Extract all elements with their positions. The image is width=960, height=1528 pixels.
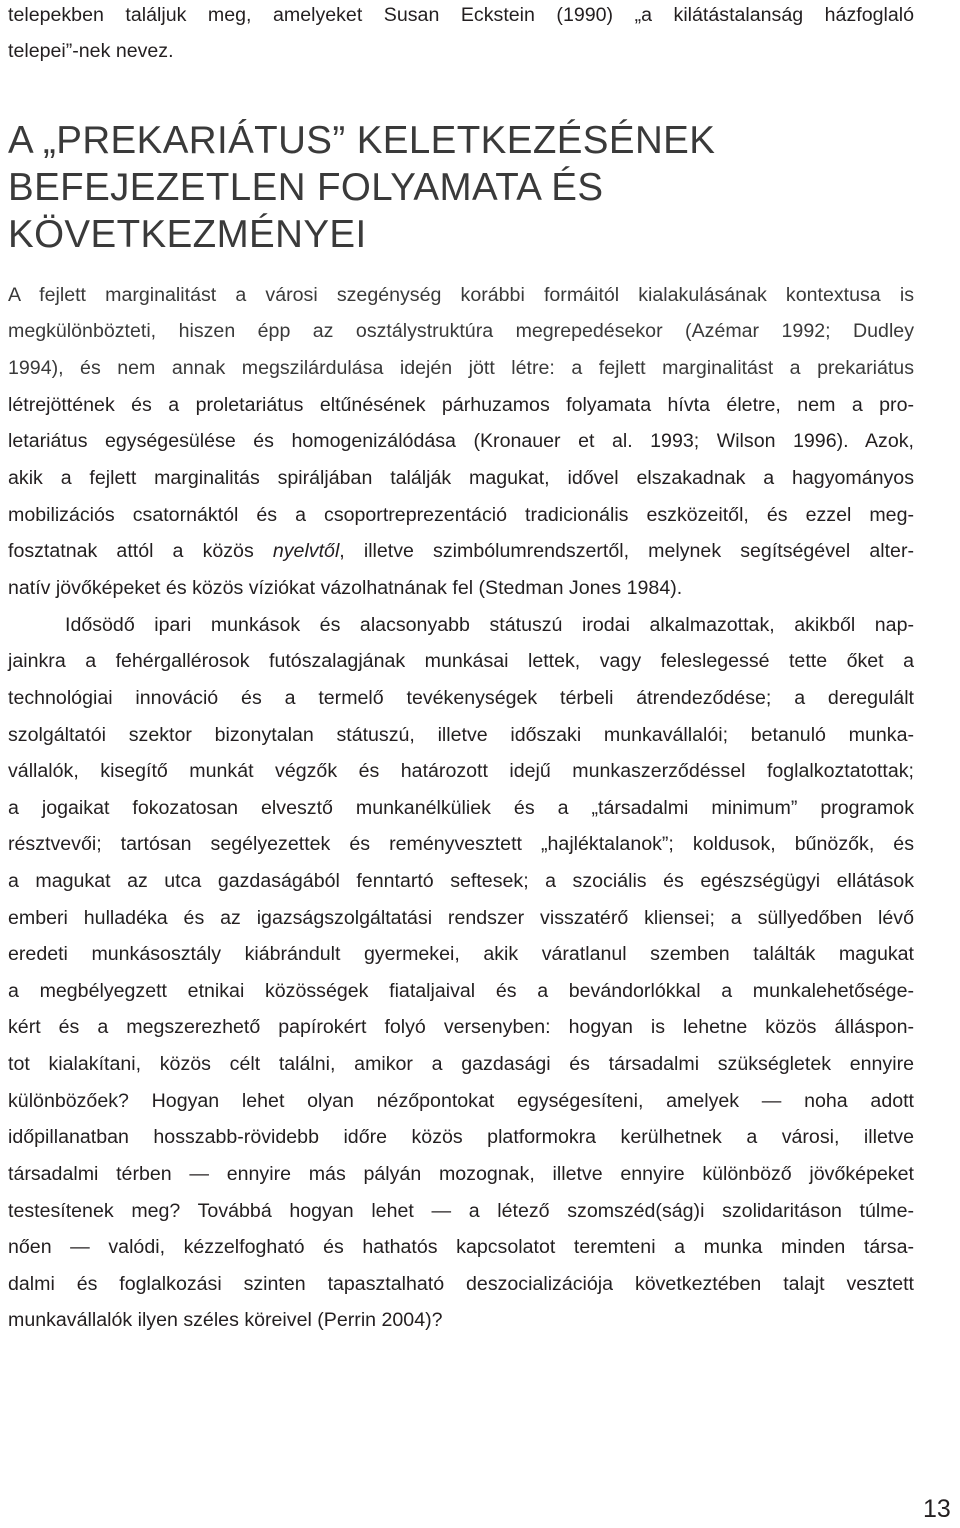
paragraph-line: A fejlett marginalitást a városi szegénység korábbi formáitól kialakulásának kontextusa is <box>8 284 914 306</box>
heading-line: KÖVETKEZMÉNYEI <box>8 213 367 256</box>
paragraph-line: Idősödő ipari munkások és alacsonyabb státuszú irodai alkalmazottak, akikből nap- <box>65 614 914 636</box>
heading-line: A „PREKARIÁTUS” KELETKEZÉSÉNEK <box>8 119 716 162</box>
intro-line: telepekben találjuk meg, amelyeket Susan Eckstein (1990) „a kilátástalanság házfoglaló <box>8 4 914 26</box>
paragraph-line: munkavállalók ilyen széles köreivel (Perrin 2004)? <box>8 1309 443 1331</box>
paragraph-line: a megbélyegzett etnikai közösségek fiataljaival és a bevándorlókkal a munkalehetősége- <box>8 980 914 1002</box>
heading-line: BEFEJEZETLEN FOLYAMATA ÉS <box>8 166 604 209</box>
paragraph-line: letariátus egységesülése és homogenizálódása (Kronauer et al. 1993; Wilson 1996). Azok, <box>8 430 914 452</box>
italic-term: nyelvtől <box>272 540 340 562</box>
paragraph-line: natív jövőképeket és közös víziókat vázolhatnának fel (Stedman Jones 1984). <box>8 577 683 599</box>
paragraph-line: 1994), és nem annak megszilárdulása idején jött létre: a fejlett marginalitást a prekariátus <box>8 357 914 379</box>
intro-line: telepei”-nek nevez. <box>8 40 174 62</box>
paragraph-line: résztvevői; tartósan segélyezettek és reményvesztett „hajléktalanok”; koldusok, bűnözők, és <box>8 833 914 855</box>
paragraph-line: létrejöttének és a proletariátus eltűnésének párhuzamos folyamata hívta életre, nem a pro- <box>8 394 914 416</box>
paragraph-line: testesítenek meg? Továbbá hogyan lehet — a létező szomszéd(ság)i szolidaritáson túlme- <box>8 1200 914 1222</box>
paragraph-line: jainkra a fehérgallérosok futószalagjának munkásai lettek, vagy feleslegessé tette őket a <box>8 650 914 672</box>
paragraph-line: különbözőek? Hogyan lehet olyan nézőpontokat egységesíteni, amelyek — noha adott <box>8 1090 914 1112</box>
paragraph-line: akik a fejlett marginalitás spiráljában találják magukat, idővel elszakadnak a hagyományos <box>8 467 914 489</box>
paragraph-line: technológiai innováció és a termelő tevékenységek térbeli átrendeződése; a deregulált <box>8 687 914 709</box>
paragraph-line: nően — valódi, kézzelfogható és hathatós kapcsolatot teremteni a munka minden társa- <box>8 1236 914 1258</box>
paragraph-line: szolgáltatói szektor bizonytalan státuszú, illetve időszaki munkavállalói; betanuló munka- <box>8 724 914 746</box>
paragraph-line: társadalmi térben — ennyire más pályán mozognak, illetve ennyire különböző jövőképeket <box>8 1163 914 1185</box>
page-number: 13 <box>923 1495 951 1523</box>
text-run: , illetve szimbólumrendszertől, melynek segítségével alter- <box>339 540 914 562</box>
paragraph-line: eredeti munkásosztály kiábrándult gyermekei, akik váratlanul szemben találták magukat <box>8 943 914 965</box>
paragraph-line: emberi hulladéka és az igazságszolgáltatási rendszer visszatérő kliensei; a süllyedőben lévő <box>8 907 914 929</box>
paragraph-line: megkülönbözteti, hiszen épp az osztálystruktúra megrepedésekor (Azémar 1992; Dudley <box>8 320 914 342</box>
paragraph-line: időpillanatban hosszabb-rövidebb időre közös platformokra kerülhetnek a városi, illetve <box>8 1126 914 1148</box>
paragraph-line: kért és a megszerezhető papírokért folyó versenyben: hogyan is lehetne közös álláspon- <box>8 1016 914 1038</box>
paragraph-line: dalmi és foglalkozási szinten tapasztalható deszocializációja következtében talajt vesztett <box>8 1273 914 1295</box>
paragraph-line: mobilizációs csatornáktól és a csoportreprezentáció tradicionális eszközeitől, és ezzel meg- <box>8 504 914 526</box>
paragraph-line: vállalók, kisegítő munkát végzők és határozott idejű munkaszerződéssel foglalkoztatottak; <box>8 760 914 782</box>
text-run: fosztatnak attól a közös <box>8 540 273 562</box>
paragraph-line <box>8 538 914 564</box>
paragraph-line: a jogaikat fokozatosan elvesztő munkanélküliek és a „társadalmi minimum” programok <box>8 797 914 819</box>
paragraph-line: a magukat az utca gazdaságából fenntartó seftesek; a szociális és egészségügyi ellátások <box>8 870 914 892</box>
paragraph-line: tot kialakítani, közös célt találni, amikor a gazdasági és társadalmi szükségletek ennyire <box>8 1053 914 1075</box>
